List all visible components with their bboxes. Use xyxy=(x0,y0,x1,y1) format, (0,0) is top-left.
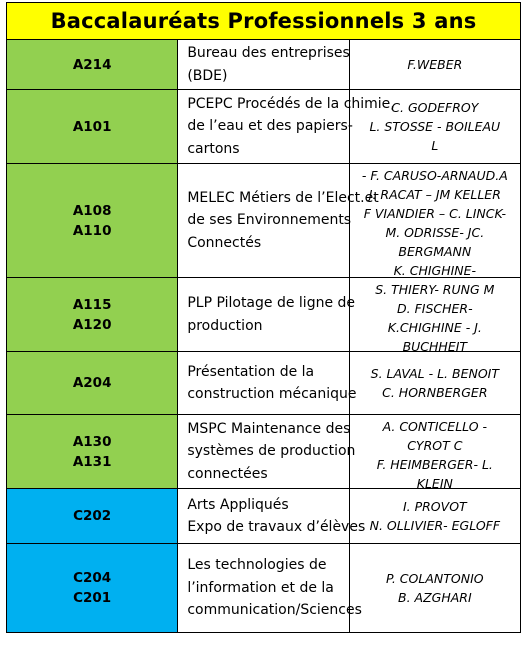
room-number: A131 xyxy=(72,453,112,470)
program-name-line: production xyxy=(187,317,263,334)
room-number: A204 xyxy=(72,375,112,391)
room-number: A110 xyxy=(72,222,112,239)
room-cell xyxy=(7,352,178,415)
programs-sheet xyxy=(6,2,521,633)
teacher-line: S. LAVAL - L. BENOIT xyxy=(370,366,499,381)
room-cell xyxy=(7,90,178,164)
teacher-line: F. HEIMBERGER- L. xyxy=(376,456,493,472)
room-number: C204 xyxy=(73,570,112,586)
teachers-list xyxy=(354,569,516,607)
teacher-line: F VIANDIER – C. LINCK- xyxy=(363,205,506,221)
teacher-line: F.WEBER xyxy=(407,57,463,72)
room-cell xyxy=(7,415,178,489)
program-name-line: connectées xyxy=(187,465,268,482)
teacher-line: J. RACAT – JM KELLER xyxy=(368,186,501,202)
teacher-line: S. THIERY- RUNG M xyxy=(375,281,495,297)
teachers-list xyxy=(354,280,516,354)
program-name-line: PLP Pilotage de ligne de xyxy=(187,295,356,311)
teacher-line: KLEIN xyxy=(416,475,453,491)
teachers-list xyxy=(354,55,516,74)
table-row xyxy=(7,40,521,90)
table-row xyxy=(7,544,521,633)
teacher-line: - F. CARUSO-ARNAUD.A xyxy=(361,167,508,183)
program-name-line: MSPC Maintenance des xyxy=(187,420,351,437)
room-cell xyxy=(7,544,178,633)
room-cell xyxy=(7,278,178,352)
teacher-line: L. STOSSE - BOILEAU xyxy=(369,119,501,134)
title-row xyxy=(7,3,521,40)
teacher-line: M. ODRISSE- JC. xyxy=(385,224,485,240)
table-row xyxy=(7,415,521,489)
teacher-line: N. OLLIVIER- EGLOFF xyxy=(369,518,501,533)
teachers-list xyxy=(354,497,516,535)
teachers-list xyxy=(354,166,516,276)
teacher-line: B. AZGHARI xyxy=(398,590,472,605)
programs-table xyxy=(6,2,521,633)
program-name-line: Présentation de la xyxy=(187,363,315,380)
teacher-line: P. COLANTONIO xyxy=(386,571,484,586)
room-number: A115 xyxy=(72,296,112,313)
teachers-cell xyxy=(349,278,520,352)
table-row xyxy=(7,164,521,278)
program-cell xyxy=(178,352,357,415)
teacher-line: BERGMANN xyxy=(398,243,472,259)
teachers-cell xyxy=(349,352,520,415)
program-name-line: de l’eau et des papiers- xyxy=(187,118,353,135)
teacher-line: D. FISCHER- xyxy=(397,300,473,316)
program-name-line: de ses Environnements xyxy=(187,212,352,229)
program-name-line: Expo de travaux d’élèves xyxy=(187,519,366,535)
room-number: A108 xyxy=(72,202,112,219)
room-cell xyxy=(7,40,178,90)
room-cell xyxy=(7,489,178,544)
room-number: C201 xyxy=(73,590,112,606)
teacher-line: K. CHIGHINE- xyxy=(393,262,477,278)
teacher-line: BUCHHEIT xyxy=(402,338,468,354)
teacher-line: C. HORNBERGER xyxy=(382,385,488,400)
program-name-line: cartons xyxy=(187,140,240,157)
room-number: A101 xyxy=(72,118,112,135)
table-row xyxy=(7,489,521,544)
program-cell xyxy=(178,164,379,278)
room-number: A214 xyxy=(72,56,112,73)
teacher-line: A. CONTICELLO - xyxy=(382,418,488,434)
table-row xyxy=(7,90,521,164)
room-number: C202 xyxy=(73,508,112,524)
teacher-line: L xyxy=(431,138,439,153)
teachers-cell xyxy=(349,40,520,90)
table-row xyxy=(7,278,521,352)
teacher-line: C. GODEFROY xyxy=(391,100,479,115)
teachers-cell xyxy=(349,164,520,278)
teachers-cell xyxy=(349,544,520,633)
teachers-list xyxy=(354,417,516,491)
program-name-line: Arts Appliqués xyxy=(187,496,289,513)
table-title: Baccalauréats Professionnels 3 ans xyxy=(7,3,521,40)
table-row xyxy=(7,352,521,415)
program-name-line: systèmes de production xyxy=(187,443,356,460)
program-name-line: (BDE) xyxy=(187,67,228,84)
program-cell xyxy=(178,90,395,164)
table-body xyxy=(7,40,521,633)
program-name-line: Bureau des entreprises xyxy=(187,45,350,61)
program-cell xyxy=(178,544,362,633)
teacher-line: CYROT C xyxy=(407,437,463,453)
program-name-line: l’information et de la xyxy=(187,579,334,596)
program-cell xyxy=(178,40,349,90)
program-name-line: communication/Sciences xyxy=(187,602,362,619)
program-name-line: PCEPC Procédés de la chimie, xyxy=(187,95,395,112)
teacher-line: I. PROVOT xyxy=(402,499,467,514)
room-number: A130 xyxy=(72,433,112,450)
program-cell xyxy=(178,278,356,352)
program-cell xyxy=(178,415,356,489)
teachers-list xyxy=(354,364,516,402)
teachers-cell xyxy=(349,415,520,489)
teacher-line: K.CHIGHINE - J. xyxy=(387,319,482,335)
room-cell xyxy=(7,164,178,278)
teachers-cell xyxy=(349,489,520,544)
program-name-line: MELEC Métiers de l’Elect.et xyxy=(187,189,379,206)
program-cell xyxy=(178,489,366,544)
room-number: A120 xyxy=(72,316,112,333)
program-name-line: Les technologies de xyxy=(187,557,327,574)
program-name-line: Connectés xyxy=(187,234,262,251)
program-name-line: construction mécanique xyxy=(187,386,357,402)
